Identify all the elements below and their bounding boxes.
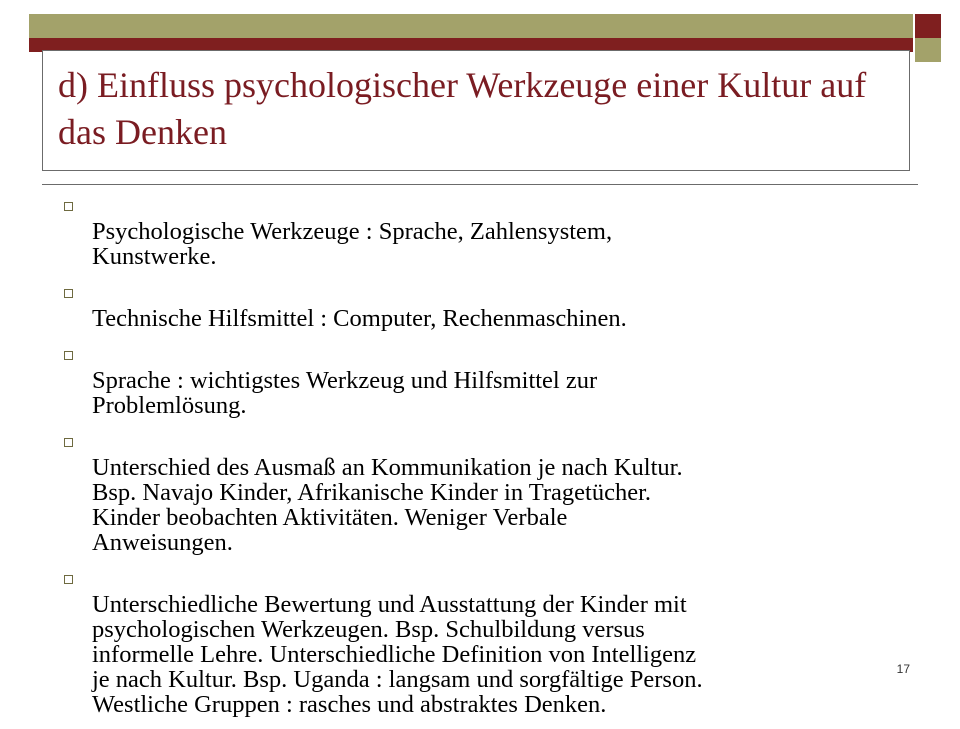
square-bullet-icon [64,202,73,211]
corner-olive-square [915,38,941,62]
square-bullet-icon [64,289,73,298]
bullet-text: Sprache : wichtigstes Werkzeug und Hilfsmittel zur Problemlösung. [92,367,598,419]
bullet-item [62,281,922,331]
bullet-item [62,343,922,418]
page-number: 17 [896,662,910,676]
title-divider [42,184,918,185]
bullet-item [62,567,922,717]
bullet-text: Technische Hilfsmittel : Computer, Rechenmaschinen. [92,305,627,332]
bullet-text: Unterschiedliche Bewertung und Ausstattung der Kinder mit psychologischen Werkzeugen. Bsp. Schulbildung versus informelle Lehre. Unterschiedliche Definition von Intelligenz je nach Kultur. Bsp. Uganda : langsam und sorgfältige Person. Westliche Gruppen : rasches und abstraktes Denken. [92,591,703,718]
square-bullet-icon [64,351,73,360]
bullet-item [62,430,922,555]
header-olive-bar [29,14,913,38]
square-bullet-icon [64,575,73,584]
corner-maroon-square [915,14,941,38]
bullet-text: Psychologische Werkzeuge : Sprache, Zahlensystem, Kunstwerke. [92,218,613,270]
bullet-item [62,194,922,269]
bullet-list [62,194,922,729]
square-bullet-icon [64,438,73,447]
slide-title: d) Einfluss psychologischer Werkzeuge einer Kultur auf das Denken [58,65,867,152]
bullet-text: Unterschied des Ausmaß an Kommunikation je nach Kultur. Bsp. Navajo Kinder, Afrikanische Kinder in Tragetücher. Kinder beobachten Aktivitäten. Weniger Verbale Anweisungen. [92,454,683,556]
